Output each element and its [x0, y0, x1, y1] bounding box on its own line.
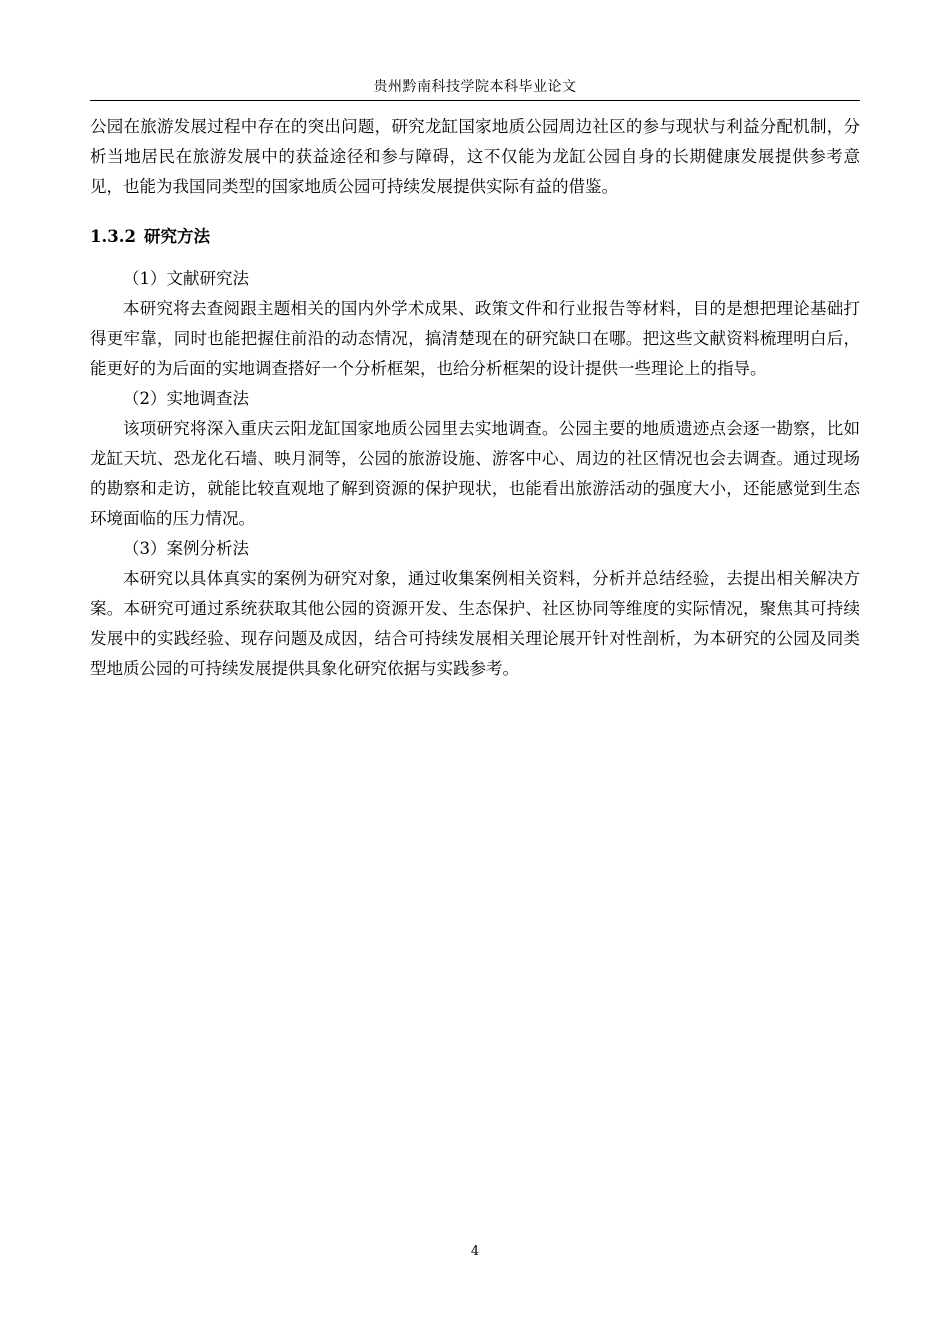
method-heading-literature: （1）文献研究法 — [123, 269, 249, 288]
page-header — [90, 74, 860, 101]
page-number — [0, 1242, 950, 1262]
method-paragraph-field-survey: 该项研究将深入重庆云阳龙缸国家地质公园里去实地调查。公园主要的地质遗迹点会逐一勘察，比如龙缸天坑、恐龙化石墙、映月洞等，公园的旅游设施、游客中心、周边的社区情况也会去调查。通过现场的勘察和走访，就能比较直观地了解到资源的保护现状，也能看出旅游活动的强度大小，还能感觉到生态环境面临的压力情况。 — [90, 419, 860, 528]
method-heading-field-survey: （2）实地调查法 — [123, 389, 249, 408]
method-paragraph-case-analysis: 本研究以具体真实的案例为研究对象，通过收集案例相关资料，分析并总结经验，去提出相关解决方案。本研究可通过系统获取其他公园的资源开发、生态保护、社区协同等维度的实际情况，聚焦其可持续发展中的实践经验、现存问题及成因，结合可持续发展相关理论展开针对性剖析，为本研究的公园及同类型地质公园的可持续发展提供具象化研究依据与实践参考。 — [90, 569, 860, 678]
page-number-value: 4 — [470, 1244, 480, 1259]
section-title: 研究方法 — [143, 227, 210, 246]
method-heading-case-analysis: （3）案例分析法 — [123, 539, 249, 558]
header-title: 贵州黔南科技学院本科毕业论文 — [373, 79, 577, 95]
method-paragraph-literature: 本研究将去查阅跟主题相关的国内外学术成果、政策文件和行业报告等材料，目的是想把理论基础打得更牢靠，同时也能把握住前沿的动态情况，搞清楚现在的研究缺口在哪。把这些文献资料梳理明白后，能更好的为后面的实地调查搭好一个分析框架，也给分析框架的设计提供一些理论上的指导。 — [90, 299, 860, 378]
intro-paragraph: 公园在旅游发展过程中存在的突出问题，研究龙缸国家地质公园周边社区的参与现状与利益分配机制，分析当地居民在旅游发展中的获益途径和参与障碍，这不仅能为龙缸公园自身的长期健康发展提供参考意见，也能为我国同类型的国家地质公园可持续发展提供实际有益的借鉴。 — [90, 117, 860, 196]
section-number: 1.3.2 — [90, 227, 136, 246]
document-body — [90, 112, 860, 684]
section-heading — [90, 222, 860, 252]
